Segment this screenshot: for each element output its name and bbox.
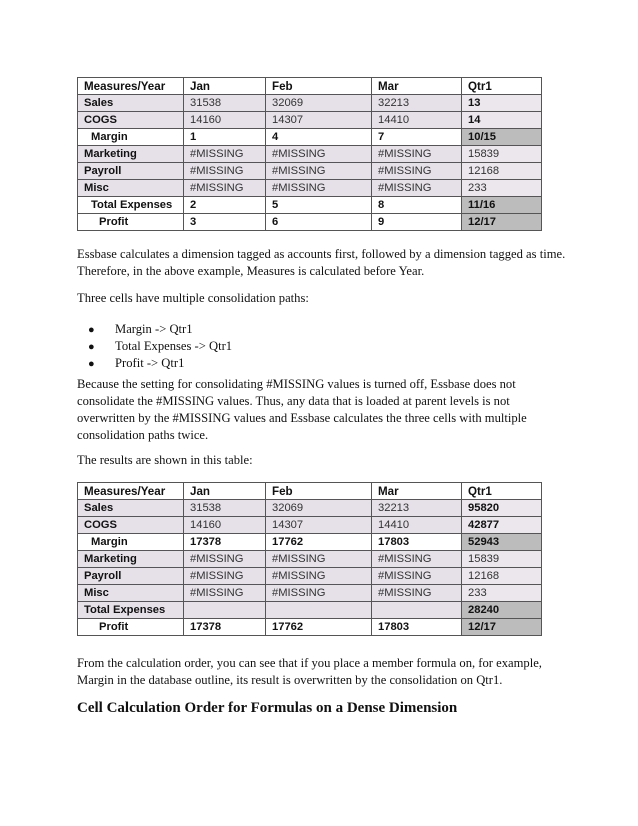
table-cell: 28240	[462, 602, 542, 619]
table-cell: 14307	[266, 112, 372, 129]
table-row	[78, 500, 542, 517]
table-cell: 8	[372, 197, 462, 214]
text-line: Three cells have multiple consolidation paths:	[77, 291, 309, 305]
table-cell: #MISSING	[266, 551, 372, 568]
table-cell: #MISSING	[372, 568, 462, 585]
column-header: Feb	[266, 483, 372, 500]
table-header-row	[78, 78, 542, 95]
table-row	[78, 517, 542, 534]
column-header: Measures/Year	[78, 483, 184, 500]
table-cell: 42877	[462, 517, 542, 534]
table-cell: 17378	[184, 619, 266, 636]
table-row	[78, 534, 542, 551]
table-cell: #MISSING	[266, 146, 372, 163]
column-header: Measures/Year	[78, 78, 184, 95]
table-cell: #MISSING	[372, 146, 462, 163]
table-cell: #MISSING	[184, 180, 266, 197]
table-cell: #MISSING	[266, 163, 372, 180]
table-cell: 17803	[372, 534, 462, 551]
table-cell: #MISSING	[184, 585, 266, 602]
table-cell: #MISSING	[184, 551, 266, 568]
column-header: Qtr1	[462, 78, 542, 95]
row-label: Misc	[78, 585, 184, 602]
text-line: The results are shown in this table:	[77, 453, 253, 467]
text-line: Margin in the database outline, its result is overwritten by the consolidation on Qtr1.	[77, 673, 503, 687]
row-label: Total Expenses	[78, 197, 184, 214]
table-cell: 14160	[184, 112, 266, 129]
table-cell: 6	[266, 214, 372, 231]
table-cell: #MISSING	[266, 585, 372, 602]
table-cell: 9	[372, 214, 462, 231]
table-row	[78, 146, 542, 163]
column-header: Jan	[184, 483, 266, 500]
row-label: Total Expenses	[78, 602, 184, 619]
table-cell: #MISSING	[184, 568, 266, 585]
table-row	[78, 112, 542, 129]
row-label: Sales	[78, 95, 184, 112]
table-cell: #MISSING	[266, 568, 372, 585]
list-item: ● Profit -> Qtr1	[88, 356, 185, 370]
text-line: overwritten by the #MISSING values and Essbase calculates the three cells with multiple	[77, 411, 527, 425]
table-cell: 31538	[184, 500, 266, 517]
paragraph-calculation-order	[77, 246, 567, 280]
table-row	[78, 180, 542, 197]
table-cell: 32213	[372, 95, 462, 112]
table-cell: #MISSING	[372, 163, 462, 180]
bullet-list	[88, 321, 232, 372]
table-cell: #MISSING	[372, 180, 462, 197]
table-cell: 3	[184, 214, 266, 231]
paragraph-consolidation-paths	[77, 290, 567, 307]
table-cell: 32069	[266, 500, 372, 517]
table-row	[78, 129, 542, 146]
bullet-icon: ●	[88, 341, 95, 353]
table-header-row	[78, 483, 542, 500]
row-label: Misc	[78, 180, 184, 197]
table-cell: #MISSING	[184, 163, 266, 180]
table-cell: 14307	[266, 517, 372, 534]
column-header: Mar	[372, 483, 462, 500]
table-row	[78, 568, 542, 585]
results-table-after	[77, 482, 542, 636]
table-cell: 31538	[184, 95, 266, 112]
table-row	[78, 551, 542, 568]
table-cell: 10/15	[462, 129, 542, 146]
table-cell: 12168	[462, 568, 542, 585]
text-line: Therefore, in the above example, Measures is calculated before Year.	[77, 264, 425, 278]
table-row	[78, 585, 542, 602]
column-header: Jan	[184, 78, 266, 95]
table-cell: 14	[462, 112, 542, 129]
table-cell: 14410	[372, 112, 462, 129]
table-cell: #MISSING	[372, 585, 462, 602]
row-label: Payroll	[78, 568, 184, 585]
row-label: Margin	[78, 129, 184, 146]
table-cell: 1	[184, 129, 266, 146]
table-cell: 17803	[372, 619, 462, 636]
column-header: Feb	[266, 78, 372, 95]
text-line: Essbase calculates a dimension tagged as accounts first, followed by a dimension tagged as time.	[77, 247, 566, 261]
table-cell: 14410	[372, 517, 462, 534]
table-row	[78, 95, 542, 112]
table-cell: 7	[372, 129, 462, 146]
table-row	[78, 197, 542, 214]
table-cell: 12168	[462, 163, 542, 180]
table-cell: 2	[184, 197, 266, 214]
paragraph-member-formula	[77, 655, 567, 689]
table-cell: 12/17	[462, 214, 542, 231]
text-line: consolidation paths twice.	[77, 428, 209, 442]
bullet-icon: ●	[88, 358, 95, 370]
paragraph-missing-values	[77, 376, 567, 444]
bullet-icon: ●	[88, 324, 95, 336]
table-cell: 17762	[266, 619, 372, 636]
table-row	[78, 602, 542, 619]
table-cell: 17762	[266, 534, 372, 551]
row-label: COGS	[78, 517, 184, 534]
table-cell: 32213	[372, 500, 462, 517]
table-cell: 5	[266, 197, 372, 214]
row-label: Margin	[78, 534, 184, 551]
row-label: Profit	[78, 214, 184, 231]
table-cell: 52943	[462, 534, 542, 551]
text-line: Because the setting for consolidating #MISSING values is turned off, Essbase does not	[77, 377, 516, 391]
table-cell: 11/16	[462, 197, 542, 214]
table-row	[78, 619, 542, 636]
row-label: Payroll	[78, 163, 184, 180]
section-heading: Cell Calculation Order for Formulas on a Dense Dimension	[77, 700, 458, 716]
table-cell	[266, 602, 372, 619]
table-cell: 95820	[462, 500, 542, 517]
table-cell: 13	[462, 95, 542, 112]
table-cell: 12/17	[462, 619, 542, 636]
table-cell: 14160	[184, 517, 266, 534]
table-cell: 15839	[462, 146, 542, 163]
table-cell: 233	[462, 585, 542, 602]
results-table-before	[77, 77, 542, 231]
table-cell: #MISSING	[184, 146, 266, 163]
text-line: consolidate the #MISSING values. Thus, any data that is loaded at parent levels is not	[77, 394, 510, 408]
row-label: COGS	[78, 112, 184, 129]
column-header: Qtr1	[462, 483, 542, 500]
table-cell: 17378	[184, 534, 266, 551]
column-header: Mar	[372, 78, 462, 95]
row-label: Marketing	[78, 551, 184, 568]
table-cell: 32069	[266, 95, 372, 112]
table-cell: 233	[462, 180, 542, 197]
text-line: From the calculation order, you can see that if you place a member formula on, for example,	[77, 656, 542, 670]
list-item: ● Margin -> Qtr1	[88, 322, 193, 336]
table-row	[78, 163, 542, 180]
row-label: Marketing	[78, 146, 184, 163]
paragraph-results-intro	[77, 452, 567, 469]
row-label: Sales	[78, 500, 184, 517]
row-label: Profit	[78, 619, 184, 636]
list-item: ● Total Expenses -> Qtr1	[88, 339, 233, 353]
table-cell	[372, 602, 462, 619]
table-cell	[184, 602, 266, 619]
table-row	[78, 214, 542, 231]
table-cell: #MISSING	[266, 180, 372, 197]
table-cell: 15839	[462, 551, 542, 568]
table-cell: #MISSING	[372, 551, 462, 568]
table-cell: 4	[266, 129, 372, 146]
